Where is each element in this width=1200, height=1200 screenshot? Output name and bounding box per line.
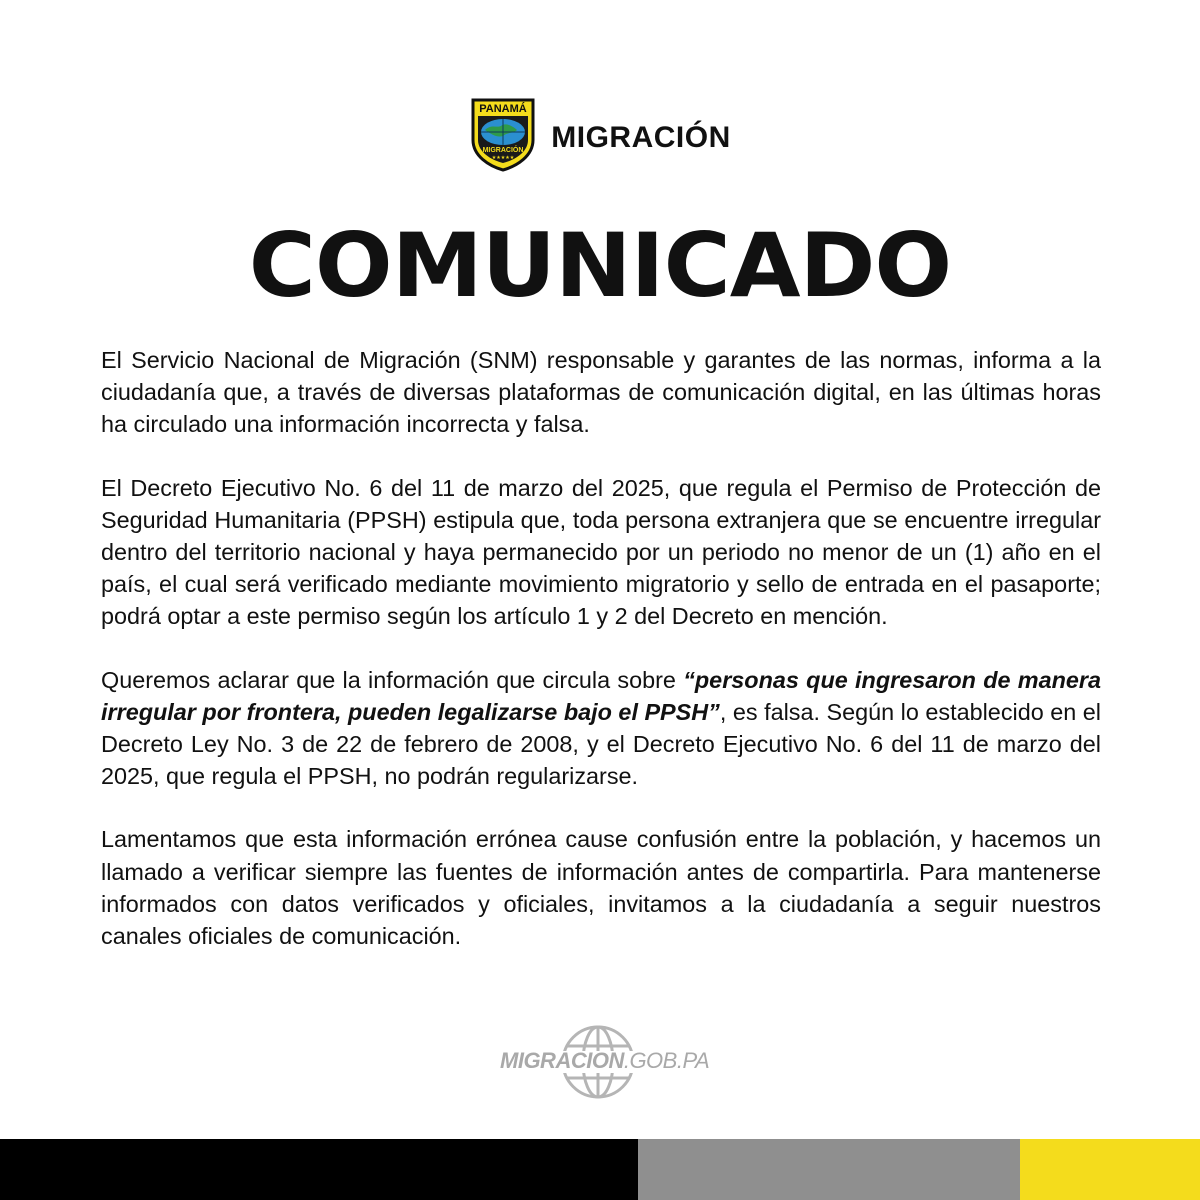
paragraph-3-rest: , es falsa. Según lo establecido en el Decreto Ley No. 3 de 22 de febrero de 2008, y el Decreto Ejecutivo No. 6 del 11 de marzo del 2025, que regula el PPSH, no podrán regularizarse. [101,698,1101,790]
paragraph-3 [101,664,1101,793]
footer-bar-yellow [1020,1139,1200,1200]
website-domain: .GOB.PA [623,1048,710,1073]
paragraph-3-quote: “personas que ingresaron de manera irregular por frontera, pueden legalizarse bajo el PPSH” [101,666,1101,725]
logo-stars: ★★★★★ [492,155,515,161]
footer-bar-gray [638,1139,1020,1200]
paragraph-1: El Servicio Nacional de Migración (SNM) responsable y garantes de las normas, informa a la ciudadanía que, a través de diversas plataformas de comunicación digital, en las últimas horas ha circulado una información incorrecta y falsa. [101,347,1101,438]
brand-name: MIGRACIÓN [551,121,731,154]
header [0,96,1200,172]
footer-logo [0,1024,1200,1100]
paragraph-4: Lamentamos que esta información errónea cause confusión entre la población, y hacemos un llamado a verificar siempre las fuentes de información antes de compartirla. Para mantenerse informados con datos verificados y oficiales, invitamos a la ciudadanía a seguir nuestros canales oficiales de comunicación. [101,826,1101,950]
website-url [500,1048,710,1074]
website-name: MIGRACION [500,1048,624,1073]
paragraph-3-intro: Queremos aclarar que la información que circula sobre [101,666,684,693]
logo-bottom-text: MIGRACIÓN [482,147,524,154]
shield-globe-icon [469,96,537,172]
page-title: COMUNICADO [248,214,952,317]
paragraph-2: El Decreto Ejecutivo No. 6 del 11 de marzo del 2025, que regula el Permiso de Protección de Seguridad Humanitaria (PPSH) estipula que, toda persona extranjera que se encuentre irregular dentro del territorio nacional y haya permanecido por un periodo no menor de un (1) año en el país, el cual será verificado mediante movimiento migratorio y sello de entrada en el pasaporte; podrá optar a este permiso según los artículo 1 y 2 del Decreto en mención. [101,474,1101,630]
footer-bar-black [0,1139,638,1200]
announcement-body [101,344,1101,983]
logo-top-text: PANAMÁ [479,103,527,115]
